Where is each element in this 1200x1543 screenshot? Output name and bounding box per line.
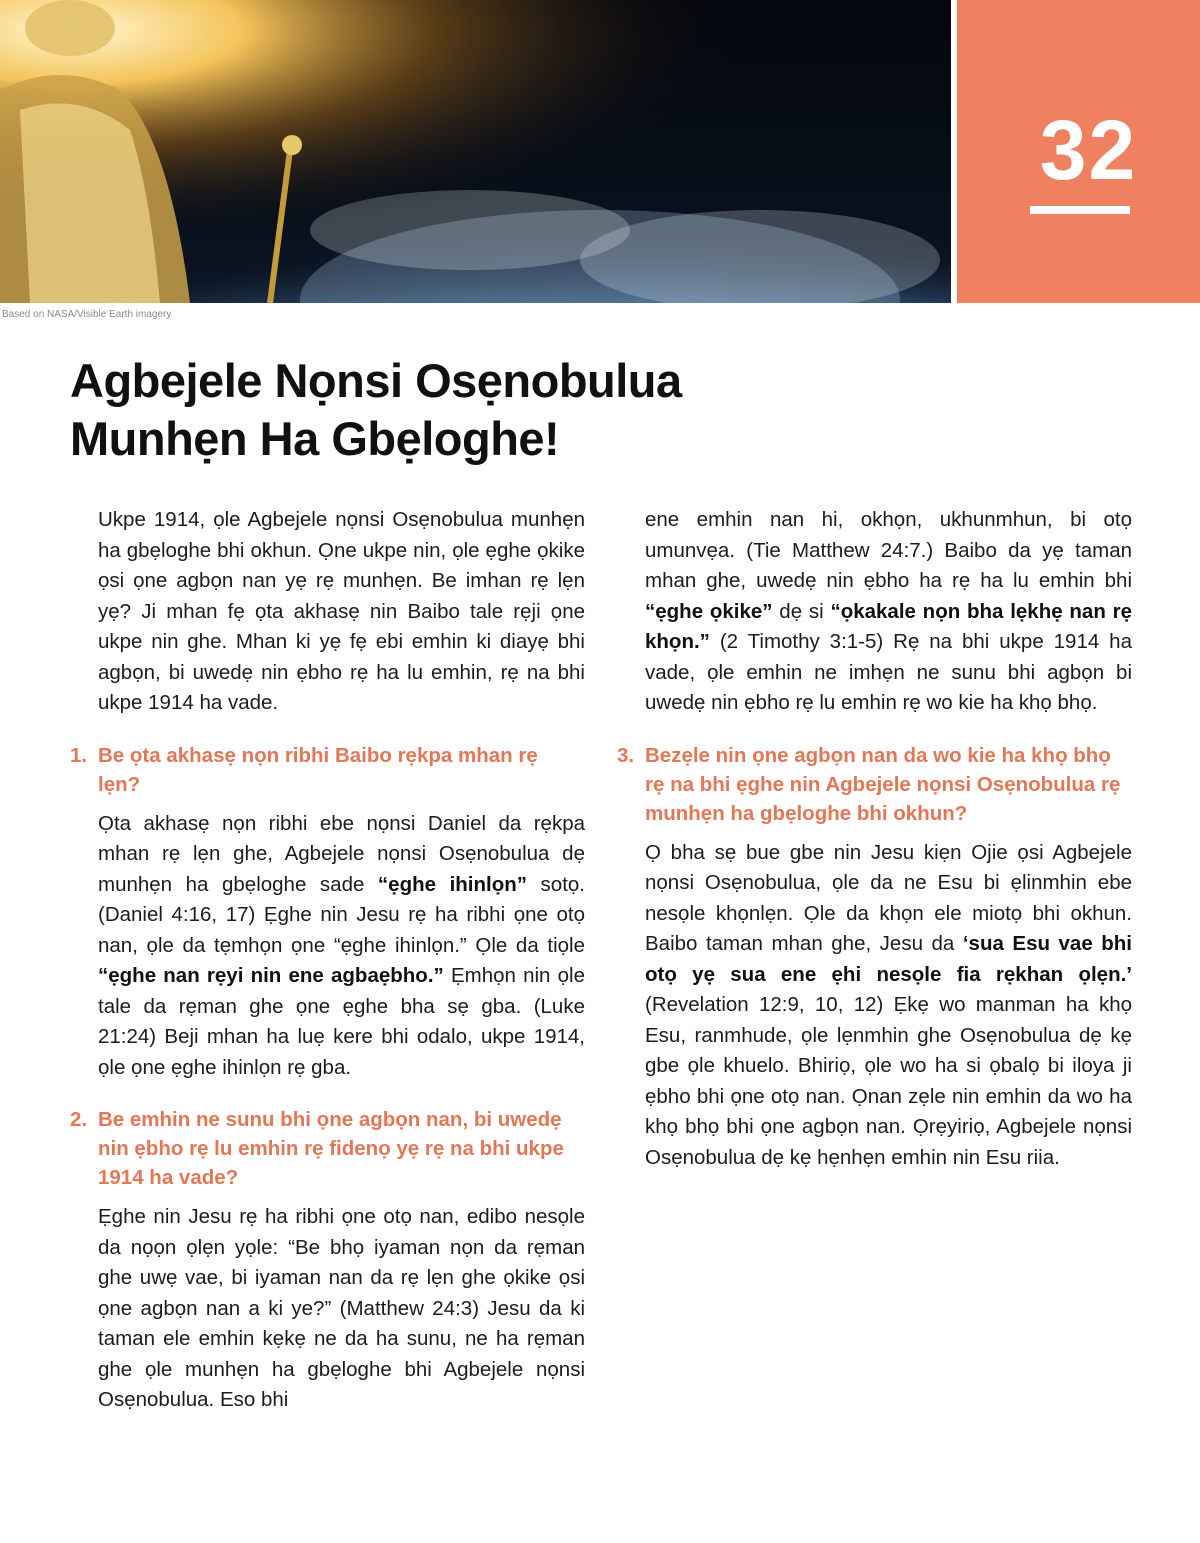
- answer-2-paragraph-continued: [645, 505, 1132, 719]
- text-run: (2 Timothy 3:1-5) Rẹ na bhi ukpe 1914 ha vade, ọle emhin ne imhẹn ne sunu bhi agbọn bi uwedẹ nin ẹbho rẹ lu emhin rẹ wo kie ha khọ bhọ.: [645, 630, 1132, 714]
- question-number: 1.: [70, 743, 88, 767]
- answer-2-paragraph-start: Ẹghe nin Jesu rẹ ha ribhi ọne otọ nan, edibo nesọle da nọọn ọlẹn yọle: “Be bhọ iyaman nọn da rẹman ghe uwẹ vae, bi iyaman nan da rẹ lẹn ghe ọkike ọsi ọne agbọn nan a ki ye?” (Matthew 24:3) Jesu da ki taman ele emhin kẹkẹ ne da ha sunu, ne ha rẹman ghe ọle munhẹn ha gbẹloghe bhi Agbejele nọnsi Osẹnobulua. Eso bhi: [98, 1205, 585, 1411]
- question-text: Be ọta akhasẹ nọn ribhi Baibo rẹkpa mhan rẹ lẹn?: [98, 743, 538, 796]
- title-line-1: Agbejele Nọnsi Osẹnobulua: [70, 354, 682, 407]
- chapter-badge: [957, 0, 1200, 303]
- chapter-number: 32: [1039, 103, 1138, 197]
- question-number: 3.: [617, 743, 635, 767]
- text-run: Ọta akhasẹ nọn ribhi ebe nọnsi Daniel da rẹkpa mhan rẹ lẹn ghe, Agbejele nọnsi Osẹnobulua dẹ munhẹn ha gbẹloghe sade: [98, 811, 585, 896]
- text-run: (Revelation 12:9, 10, 12) Ẹkẹ wo manman ha khọ Esu, ranmhude, ọle lẹnmhin ghe Osẹnobulua dẹ kẹ gbe ọle khuelo. Bhiriọ, ọle wo ha si ọbalọ bi iloya ji ẹbho bhi ọne otọ nan. Ọnan zẹle nin emhin da wo ha khọ bhọ bhi ọne agbọn nan. Ọrẹyiriọ, Agbejele nọnsi Osẹnobulua dẹ kẹ hẹnhẹn emhin nin Esu riia.: [645, 993, 1132, 1169]
- chapter-underline: [1030, 206, 1130, 214]
- text-run: Ẹmhọn nin ọle tale da rẹman ghe ọne ẹghe bha sẹ gba. (Luke 21:24) Beji mhan ha luẹ kere bhi odalo, ukpe 1914, ọle ọne ẹghe ihinlọn rẹ gba.: [98, 964, 585, 1079]
- text-run: dẹ si: [772, 599, 831, 623]
- question-3: [617, 741, 1132, 828]
- text-run: ene emhin nan hi, okhọn, ukhunmhun, bi otọ umunvẹa. (Tie Matthew 24:7.) Baibo da yẹ taman mhan ghe, uwedẹ nin ẹbho ha rẹ ha lu emhin bhi: [645, 508, 1132, 592]
- right-column: [617, 505, 1132, 1173]
- left-column: [70, 505, 585, 1416]
- question-text: Bezẹle nin ọne agbọn nan da wo kie ha khọ bhọ rẹ na bhi ẹghe nin Agbejele nọnsi Osẹnobulua rẹ munhẹn ha gbẹloghe bhi okhun?: [645, 743, 1121, 825]
- bold-quote: ‘sua Esu vae bhi otọ yẹ sua ene ẹhi nesọle fia rẹkhan ọlẹn.’: [645, 932, 1132, 986]
- hero-illustration: [0, 0, 951, 303]
- text-run: sotọ. (Daniel 4:16, 17) Ẹghe nin Jesu rẹ ha ribhi ọne otọ nan, ọle da tẹmhọn ọne “ẹghe ihinlọn.” Ọle da tiọle: [98, 872, 585, 957]
- answer-3-paragraph: [645, 838, 1132, 1174]
- intro-paragraph: Ukpe 1914, ọle Agbejele nọnsi Osẹnobulua munhẹn ha gbẹloghe bhi okhun. Ọne ukpe nin, ọle ẹghe ọkike ọsi ọne agbọn nan yẹ rẹ munhẹn. Be imhan rẹ lẹn yẹ? Ji mhan fẹ ọta akhasẹ nin Baibo tale rẹji ọne ukpe nin ghe. Mhan ki yẹ fẹ ebi emhin ki diayẹ bhi agbọn, bi uwedẹ nin ẹbho rẹ ha lu emhin, rẹ na bhi ukpe 1914 ha vade.: [98, 508, 585, 714]
- bold-quote: “ẹghe nan rẹyi nin ene agbaẹbho.”: [98, 964, 444, 987]
- image-credit: Based on NASA/Visible Earth imagery: [2, 309, 172, 320]
- question-number: 2.: [70, 1108, 88, 1131]
- text-run: Ọ bha sẹ bue gbe nin Jesu kiẹn Ojie ọsi Agbejele nọnsi Osẹnobulua, ọle da ne Esu bi ẹlinmhin ebe nesọle khọnlẹn. Ọle da khọn ele miotọ bhi okhun. Baibo taman mhan ghe, Jesu da: [645, 840, 1132, 955]
- bold-quote: “ẹghe ọkike”: [645, 599, 773, 623]
- question-text: Be emhin ne sunu bhi ọne agbọn nan, bi uwedẹ nin ẹbho rẹ lu emhin rẹ fidenọ yẹ rẹ na bhi ukpe 1914 ha vade?: [98, 1108, 564, 1189]
- bold-quote: “ọkakale nọn bha lẹkhẹ nan rẹ khọn.”: [645, 599, 1132, 653]
- hero-image: [0, 0, 951, 303]
- page-title: [70, 352, 970, 468]
- bold-quote: “ẹghe ihinlọn”: [377, 872, 527, 896]
- question-1: [70, 741, 585, 799]
- title-line-2: Munhẹn Ha Gbẹloghe!: [70, 412, 560, 465]
- answer-1-paragraph: [98, 809, 585, 1084]
- question-2: [70, 1105, 585, 1192]
